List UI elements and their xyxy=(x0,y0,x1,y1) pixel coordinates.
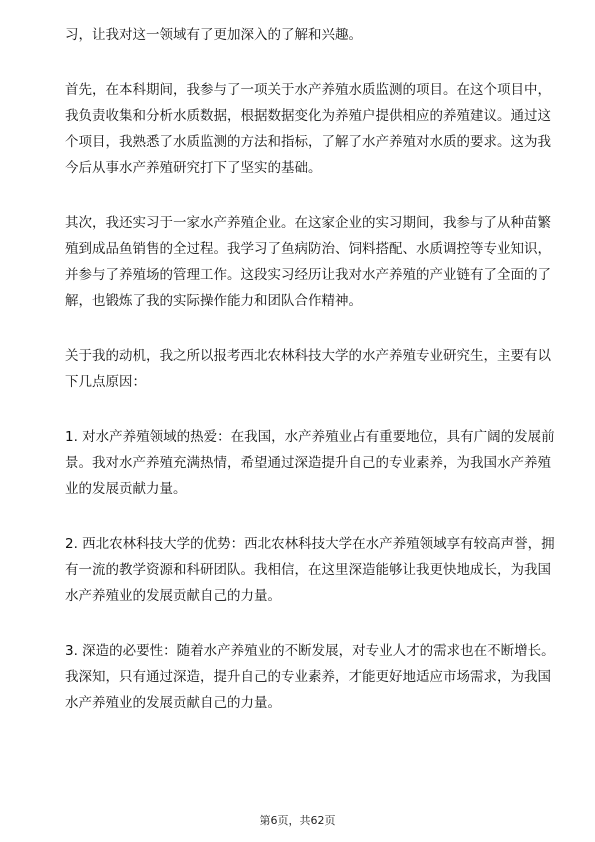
text-line: 下几点原因： xyxy=(65,374,146,390)
text-line: 景。我对水产养殖充满热情，希望通过深造提升自己的专业素养，为我国水产养殖 xyxy=(65,455,551,471)
text-line: 今后从事水产养殖研究打下了坚实的基础。 xyxy=(65,160,322,176)
text-line: 殖到成品鱼销售的全过程。我学习了鱼病防治、饲料搭配、水质调控等专业知识， xyxy=(65,241,551,257)
text-line: 有一流的教学资源和科研团队。我相信，在这里深造能够让我更快地成长，为我国 xyxy=(65,562,551,578)
text-line: 习，让我对这一领域有了更加深入的了解和兴趣。 xyxy=(65,27,362,43)
text-line: 2. 西北农林科技大学的优势：西北农林科技大学在水产养殖领域享有较高声誉，拥 xyxy=(65,536,555,552)
page-number-footer: 第6页，共62页 xyxy=(259,814,336,827)
document-body xyxy=(65,22,565,745)
text-line: 首先，在本科期间，我参与了一项关于水产养殖水质监测的项目。在这个项目中， xyxy=(65,82,551,98)
text-line: 我负责收集和分析水质数据，根据数据变化为养殖户提供相应的养殖建议。通过这 xyxy=(65,108,551,124)
paragraph-project xyxy=(65,77,565,181)
paragraph-reason-1 xyxy=(65,424,565,502)
paragraph-intro-tail xyxy=(65,22,565,48)
text-line: 关于我的动机，我之所以报考西北农林科技大学的水产养殖专业研究生，主要有以 xyxy=(65,348,551,364)
text-line: 解，也锻炼了我的实际操作能力和团队合作精神。 xyxy=(65,293,362,309)
text-line: 水产养殖业的发展贡献自己的力量。 xyxy=(65,588,281,604)
paragraph-reason-3 xyxy=(65,638,565,716)
text-line: 水产养殖业的发展贡献自己的力量。 xyxy=(65,695,281,711)
text-line: 1. 对水产养殖领域的热爱：在我国，水产养殖业占有重要地位，具有广阔的发展前 xyxy=(65,429,555,445)
text-line: 并参与了养殖场的管理工作。这段实习经历让我对水产养殖的产业链有了全面的了 xyxy=(65,267,551,283)
paragraph-reason-2 xyxy=(65,531,565,609)
text-line: 其次，我还实习于一家水产养殖企业。在这家企业的实习期间，我参与了从种苗繁 xyxy=(65,215,551,231)
text-line: 3. 深造的必要性：随着水产养殖业的不断发展，对专业人才的需求也在不断增长。 xyxy=(65,643,555,659)
paragraph-internship xyxy=(65,210,565,314)
text-line: 个项目，我熟悉了水质监测的方法和指标，了解了水产养殖对水质的要求。这为我 xyxy=(65,134,551,150)
paragraph-motivation xyxy=(65,343,565,395)
text-line: 我深知，只有通过深造，提升自己的专业素养，才能更好地适应市场需求，为我国 xyxy=(65,669,551,685)
text-line: 业的发展贡献力量。 xyxy=(65,481,187,497)
